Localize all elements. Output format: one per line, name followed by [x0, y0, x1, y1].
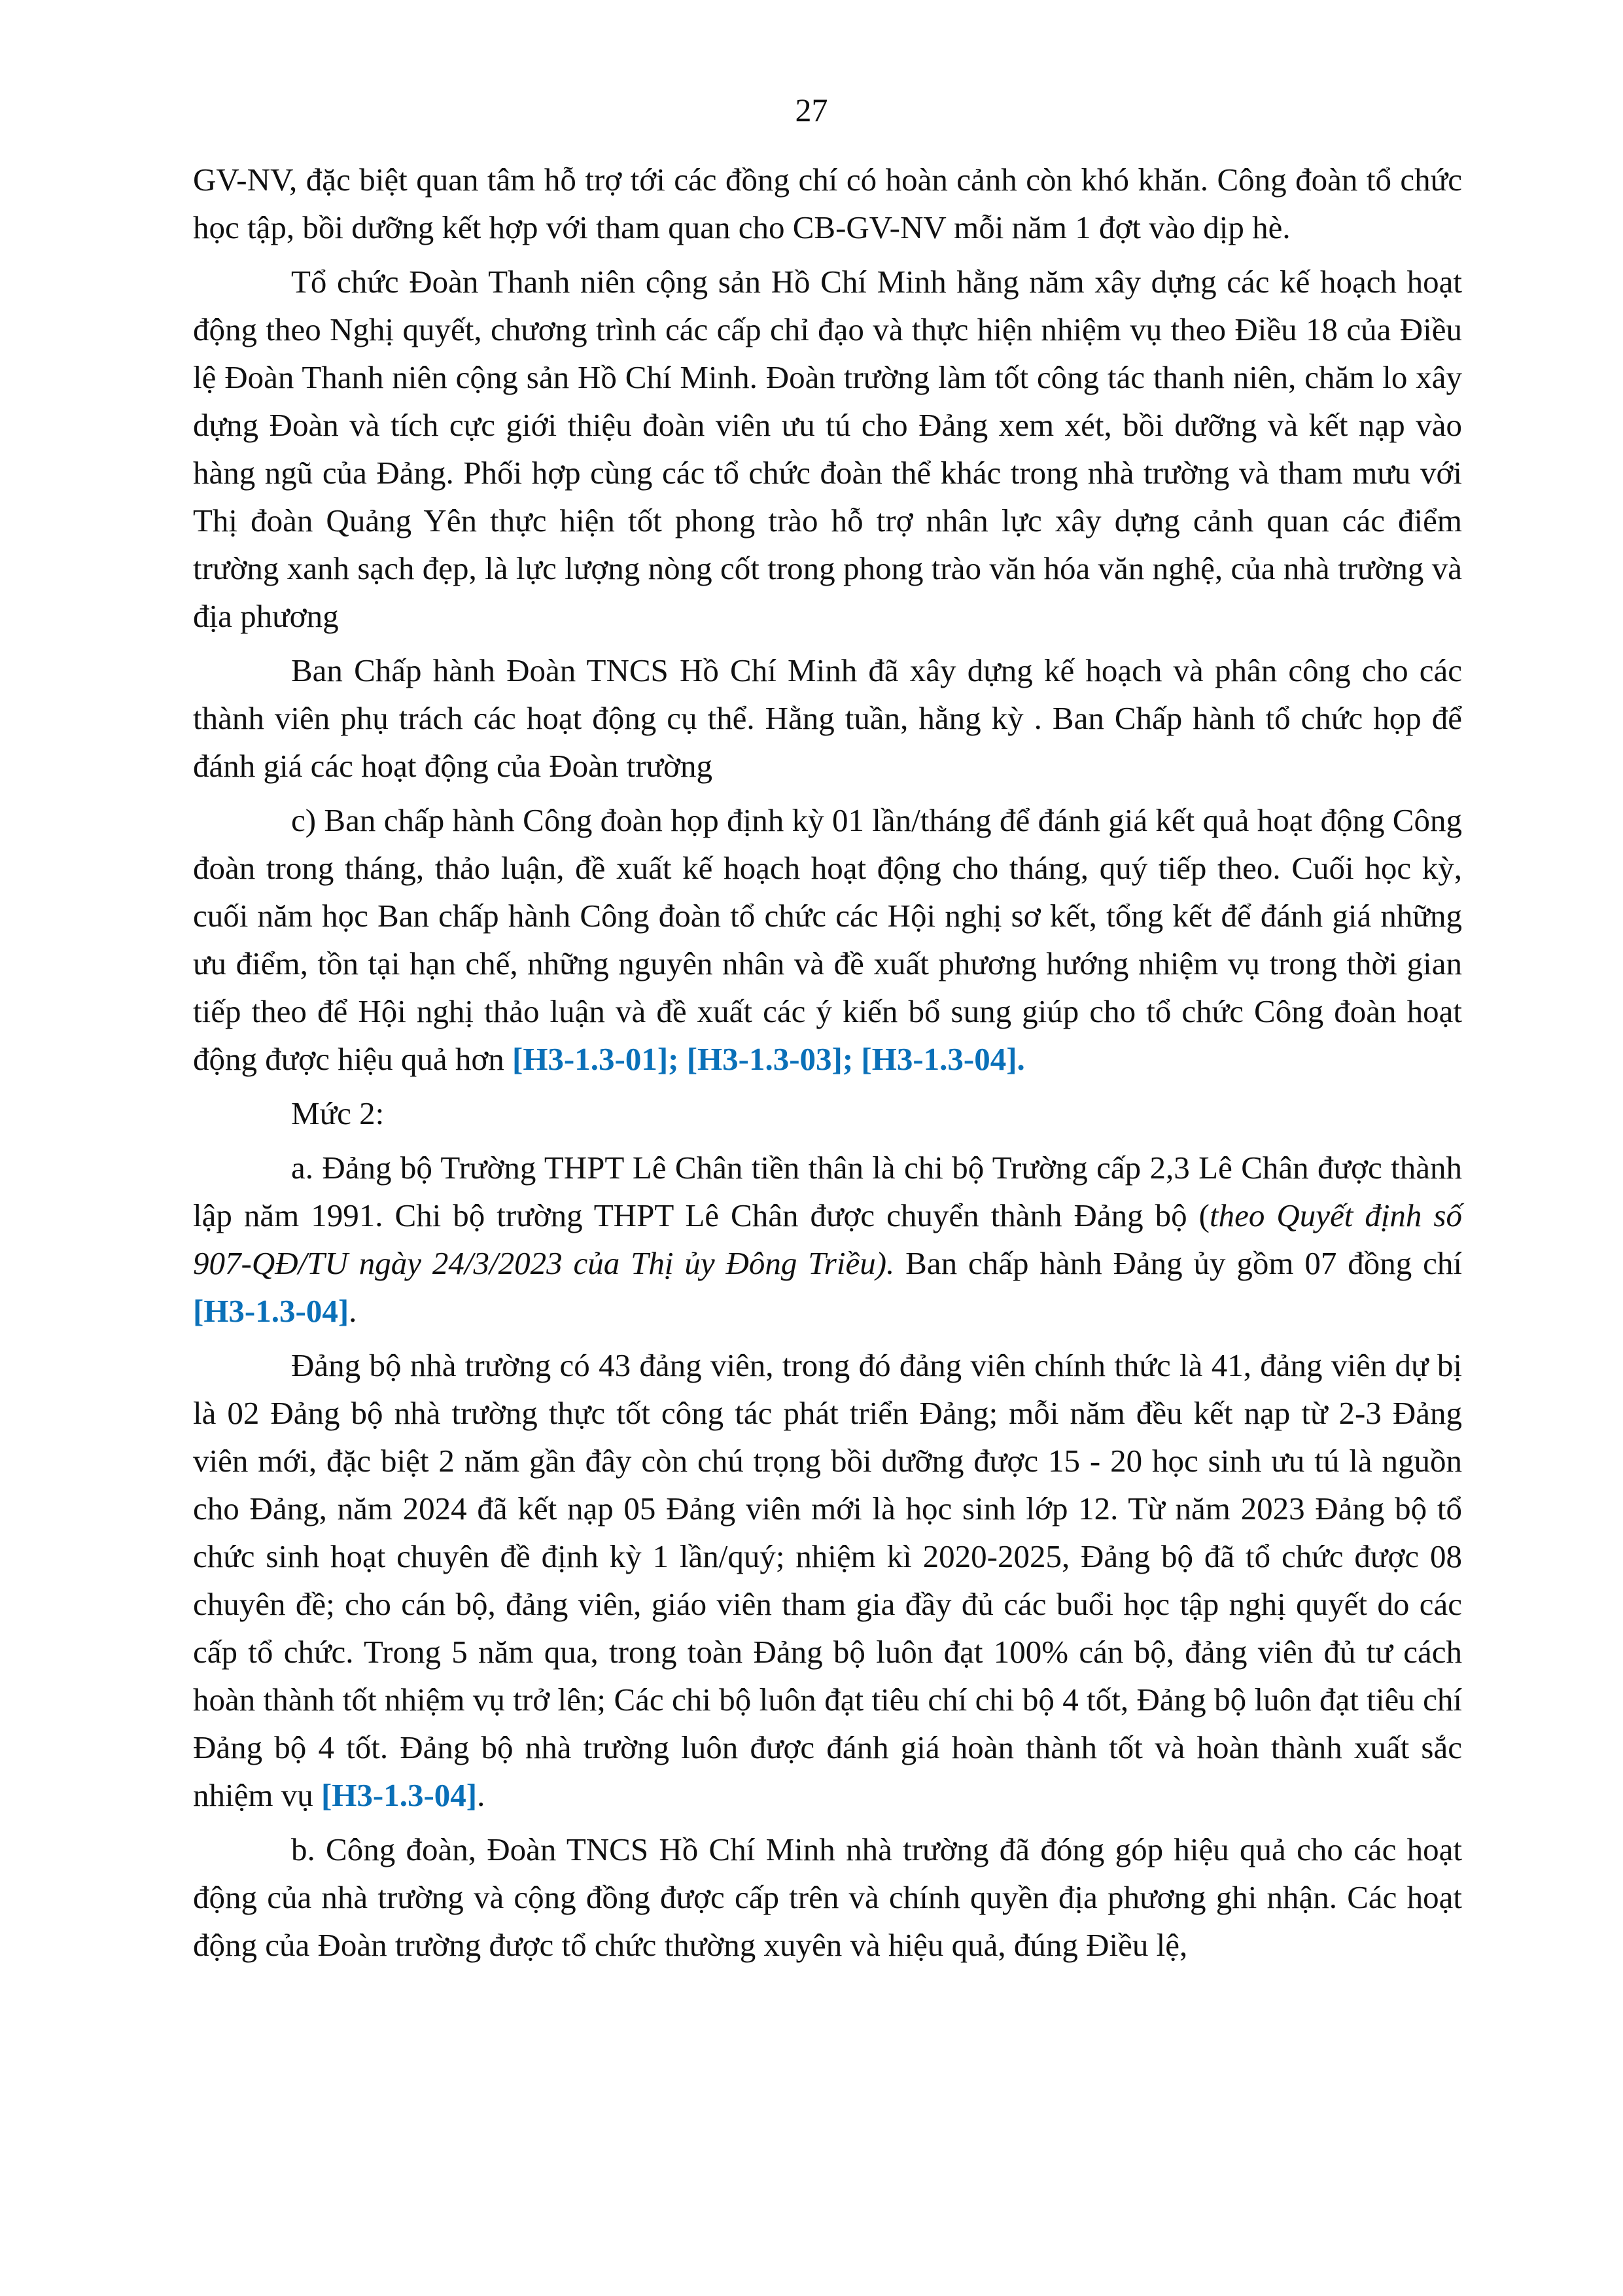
- paragraph-text: Ban chấp hành Đảng ủy gồm 07 đồng chí: [894, 1245, 1462, 1281]
- paragraph-text: .: [477, 1777, 485, 1813]
- document-body: [193, 156, 1462, 1975]
- evidence-reference: [H3-1.3-04]: [193, 1293, 349, 1329]
- paragraph-union-support: GV-NV, đặc biệt quan tâm hỗ trợ tới các đồng chí có hoàn cảnh còn khó khăn. Công đoàn tổ chức học tập, bồi dưỡng kết hợp với tham quan cho CB-GV-NV mỗi năm 1 đợt vào dịp hè.: [193, 162, 1462, 245]
- paragraph-text: Đảng bộ nhà trường có 43 đảng viên, trong đó đảng viên chính thức là 41, đảng viên dự bị là 02 Đảng bộ nhà trường thực tốt công tác phát triển Đảng; mỗi năm đều kết nạp từ 2-3 Đảng viên mới, đặc biệt 2 năm gần đây còn chú trọng bồi dưỡng được 15 - 20 học sinh ưu tú là nguồn cho Đảng, năm 2024 đã kết nạp 05 Đảng viên mới là học sinh lớp 12. Từ năm 2023 Đảng bộ tổ chức sinh hoạt chuyên đề định kỳ 1 lần/quý; nhiệm kì 2020-2025, Đảng bộ đã tổ chức được 08 chuyên đề; cho cán bộ, đảng viên, giáo viên tham gia đầy đủ các buổi học tập nghị quyết do các cấp tổ chức. Trong 5 năm qua, trong toàn Đảng bộ luôn đạt 100% cán bộ, đảng viên đủ tư cách hoàn thành tốt nhiệm vụ trở lên; Các chi bộ luôn đạt tiêu chí chi bộ 4 tốt, Đảng bộ luôn đạt tiêu chí Đảng bộ 4 tốt. Đảng bộ nhà trường luôn được đánh giá hoàn thành tốt và hoàn thành xuất sắc nhiệm vụ: [193, 1347, 1462, 1813]
- paragraph-party-history: [193, 1144, 1462, 1335]
- decision-citation: theo Quyết định số 907-QĐ/TU ngày 24/3/2023 của Thị ủy Đông Triều).: [193, 1197, 1462, 1281]
- page-number: 27: [795, 92, 828, 128]
- paragraph-youth-union: Tổ chức Đoàn Thanh niên cộng sản Hồ Chí Minh hằng năm xây dựng các kế hoạch hoạt động theo Nghị quyết, chương trình các cấp chỉ đạo và thực hiện nhiệm vụ theo Điều 18 của Điều lệ Đoàn Thanh niên cộng sản Hồ Chí Minh. Đoàn trường làm tốt công tác thanh niên, chăm lo xây dựng Đoàn và tích cực giới thiệu đoàn viên ưu tú cho Đảng xem xét, bồi dưỡng và kết nạp vào hàng ngũ của Đảng. Phối hợp cùng các tổ chức đoàn thể khác trong nhà trường và tham mưu với Thị đoàn Quảng Yên thực hiện tốt phong trào hỗ trợ nhân lực xây dựng cảnh quan các điểm trường xanh sạch đẹp, là lực lượng nòng cốt trong phong trào văn hóa văn nghệ, của nhà trường và địa phương: [193, 264, 1462, 634]
- evidence-reference: [H3-1.3-01]; [H3-1.3-03]; [H3-1.3-04].: [512, 1041, 1025, 1077]
- paragraph-youth-executive: Ban Chấp hành Đoàn TNCS Hồ Chí Minh đã xây dựng kế hoạch và phân công cho các thành viên phụ trách các hoạt động cụ thể. Hằng tuần, hằng kỳ . Ban Chấp hành tổ chức họp để đánh giá các hoạt động của Đoàn trường: [193, 652, 1462, 784]
- paragraph-party-members: [193, 1341, 1462, 1819]
- paragraph-text: .: [349, 1293, 357, 1329]
- paragraph-union-contribution: b. Công đoàn, Đoàn TNCS Hồ Chí Minh nhà trường đã đóng góp hiệu quả cho các hoạt động của nhà trường và cộng đồng được cấp trên và chính quyền địa phương ghi nhận. Các hoạt động của Đoàn trường được tổ chức thường xuyên và hiệu quả, đúng Điều lệ,: [193, 1831, 1462, 1963]
- paragraph-union-meetings: [193, 796, 1462, 1083]
- evidence-reference: [H3-1.3-04]: [321, 1777, 478, 1813]
- level-heading: Mức 2:: [291, 1095, 385, 1131]
- paragraph-text: c) Ban chấp hành Công đoàn họp định kỳ 01 lần/tháng để đánh giá kết quả hoạt động Công đoàn trong tháng, thảo luận, đề xuất kế hoạch hoạt động cho tháng, quý tiếp theo. Cuối học kỳ, cuối năm học Ban chấp hành Công đoàn tổ chức các Hội nghị sơ kết, tổng kết để đánh giá những ưu điểm, tồn tại hạn chế, những nguyên nhân và đề xuất phương hướng nhiệm vụ trong thời gian tiếp theo để Hội nghị thảo luận và đề xuất các ý kiến bổ sung giúp cho tổ chức Công đoàn hoạt động được hiệu quả hơn: [193, 802, 1462, 1077]
- paragraph-text: a. Đảng bộ Trường THPT Lê Chân tiền thân là chi bộ Trường cấp 2,3 Lê Chân được thành lập năm 1991. Chi bộ trường THPT Lê Chân được chuyển thành Đảng bộ (: [193, 1150, 1462, 1233]
